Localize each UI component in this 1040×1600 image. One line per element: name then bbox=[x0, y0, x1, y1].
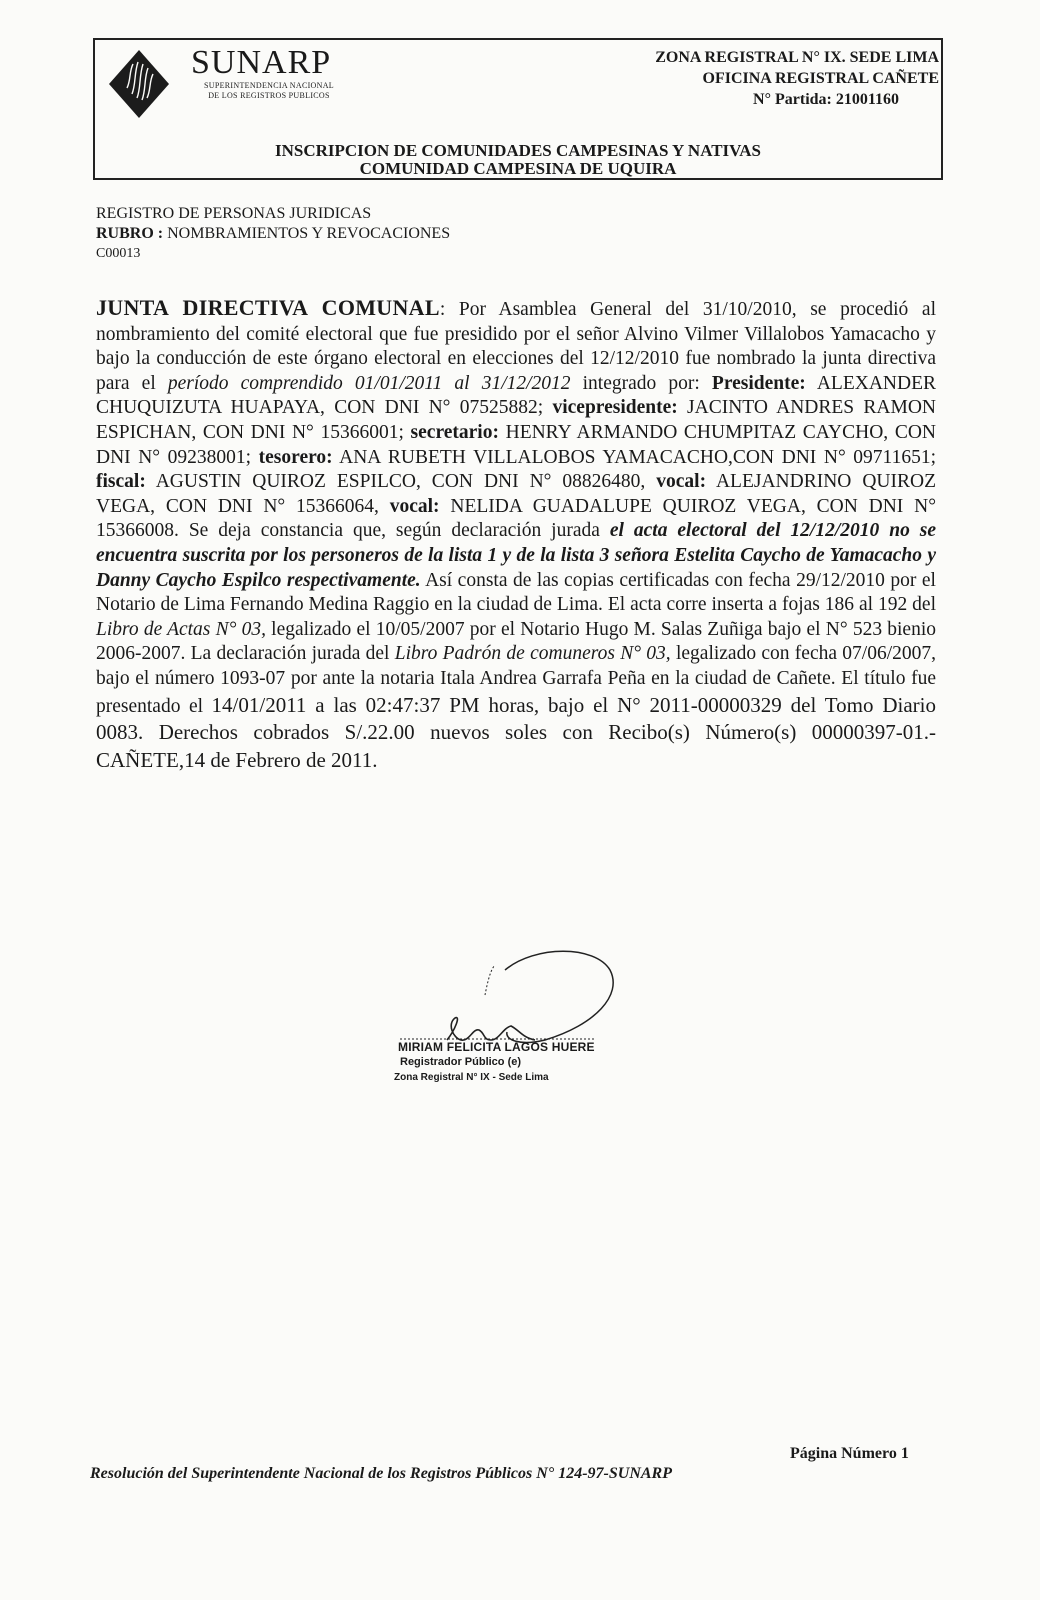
registry-info bbox=[96, 204, 450, 264]
body-text bbox=[96, 296, 936, 774]
zone-line: ZONA REGISTRAL N° IX. SEDE LIMA bbox=[655, 49, 939, 66]
body-segment: legalizado el 10/05/2007 por el Notario Hugo M. Salas Zuñiga bajo el N° 523 bienio 2006-2007. La declaración jurada del bbox=[96, 618, 937, 665]
signer-role: Registrador Público (e) bbox=[400, 1056, 522, 1068]
body-segment: JACINTO ANDRES RAMON ESPICHAN, CON DNI N° 15366001; bbox=[96, 397, 937, 443]
resolution-footer: Resolución del Superintendente Nacional de los Registros Públicos N° 124-97-SUNARP bbox=[90, 1465, 672, 1482]
zone-info bbox=[655, 47, 939, 110]
role-vocal: vocal: bbox=[389, 495, 440, 517]
brand-subtitle-2: DE LOS REGISTROS PUBLICOS bbox=[208, 91, 330, 100]
header-title-2: COMUNIDAD CAMPESINA DE UQUIRA bbox=[359, 159, 677, 178]
body-segment: NELIDA GUADALUPE QUIROZ VEGA, CON DNI N° 15366008. Se deja constancia que, según declaración jurada bbox=[96, 495, 937, 542]
role-vicepresidente: vicepresidente: bbox=[552, 397, 678, 419]
header-title-1: INSCRIPCION DE COMUNIDADES CAMPESINAS Y NATIVAS bbox=[275, 141, 761, 160]
body-segment: : Por Asamblea General del 31/10/2010, se procedió al nombramiento del comité electoral que fue presidido por el señor Alvino Vilmer Villalobos Yamacacho y bajo la conducción de este órgano electoral en elecciones del 12/12/2010 fue nombrado la junta directiva para el bbox=[96, 299, 936, 394]
registry-name: REGISTRO DE PERSONAS JURIDICAS bbox=[96, 205, 372, 222]
header-box bbox=[93, 38, 943, 180]
libro-actas: Libro de Actas N° 03, bbox=[96, 618, 266, 640]
body-segment: ALEXANDER CHUQUIZUTA HUAPAYA, CON DNI N° 07525882; bbox=[96, 372, 936, 419]
rubro-label: RUBRO : bbox=[96, 225, 164, 242]
body-segment: HENRY ARMANDO CHUMPITAZ CAYCHO, CON DNI N° 09238001; bbox=[96, 421, 936, 468]
body-segment: integrado por: bbox=[570, 372, 712, 394]
presentation-details: 14/01/2011 a las 02:47:37 PM horas, bajo el N° 2011-00000329 del Tomo Diario 0083. Derechos cobrados S/.22.00 nuevos soles con Recibo(s) Número(s) 00000397-01.-CAÑETE,14 de Febrero de 2011. bbox=[96, 692, 936, 772]
role-fiscal: fiscal: bbox=[96, 471, 146, 493]
role-secretario: secretario: bbox=[410, 421, 499, 443]
body-segment: ANA RUBETH VILLALOBOS YAMACACHO,CON DNI N° 09711651; bbox=[332, 446, 936, 468]
period-text: período comprendido 01/01/2011 al 31/12/2012 bbox=[167, 372, 571, 394]
signer-name: MIRIAM FELICITA LAGOS HUERE bbox=[398, 1040, 595, 1054]
role-vocal: vocal: bbox=[656, 471, 707, 493]
body-segment: ALEJANDRINO QUIROZ VEGA, CON DNI N° 15366064, bbox=[96, 471, 936, 517]
page-number: Página Número 1 bbox=[790, 1445, 909, 1462]
libro-padron: Libro Padrón de comuneros N° 03, bbox=[394, 643, 671, 665]
brand-subtitle-1: SUPERINTENDENCIA NACIONAL bbox=[204, 81, 334, 90]
header-title bbox=[95, 142, 941, 178]
lead-heading: JUNTA DIRECTIVA COMUNAL bbox=[96, 295, 440, 320]
body-segment: Así consta de las copias certificadas con fecha 29/12/2010 por el Notario de Lima Fernando Medina Raggio en la ciudad de Lima. El acta corre inserta a fojas 186 al 192 del bbox=[96, 569, 936, 616]
registry-code: C00013 bbox=[96, 246, 141, 261]
brand bbox=[191, 45, 349, 101]
partida-line: N° Partida: 21001160 bbox=[753, 91, 899, 108]
body-segment: AGUSTIN QUIROZ ESPILCO, CON DNI N° 08826480, bbox=[145, 471, 657, 493]
brand-name: SUNARP bbox=[191, 44, 332, 81]
body-segment: legalizado con fecha 07/06/2007, bajo el número 1093-07 por ante la notaria Itala Andrea Garrafa Peña en la ciudad de Cañete. El título fue presentado el bbox=[96, 643, 936, 717]
role-presidente: Presidente: bbox=[711, 372, 806, 394]
rubro-line bbox=[96, 224, 450, 244]
sunarp-logo-icon bbox=[109, 50, 169, 118]
signer-zone: Zona Registral N° IX - Sede Lima bbox=[394, 1072, 549, 1083]
rubro-value: NOMBRAMIENTOS Y REVOCACIONES bbox=[163, 225, 451, 242]
office-line: OFICINA REGISTRAL CAÑETE bbox=[702, 70, 939, 87]
role-tesorero: tesorero: bbox=[258, 446, 333, 468]
signature-block bbox=[394, 1040, 595, 1085]
acta-notice: el acta electoral del 12/12/2010 no se encuentra suscrita por los personeros de la lista 1 y de la lista 3 señora Estelita Caycho de Yamacacho y Danny Caycho Espilco respectivamente. bbox=[96, 520, 937, 591]
